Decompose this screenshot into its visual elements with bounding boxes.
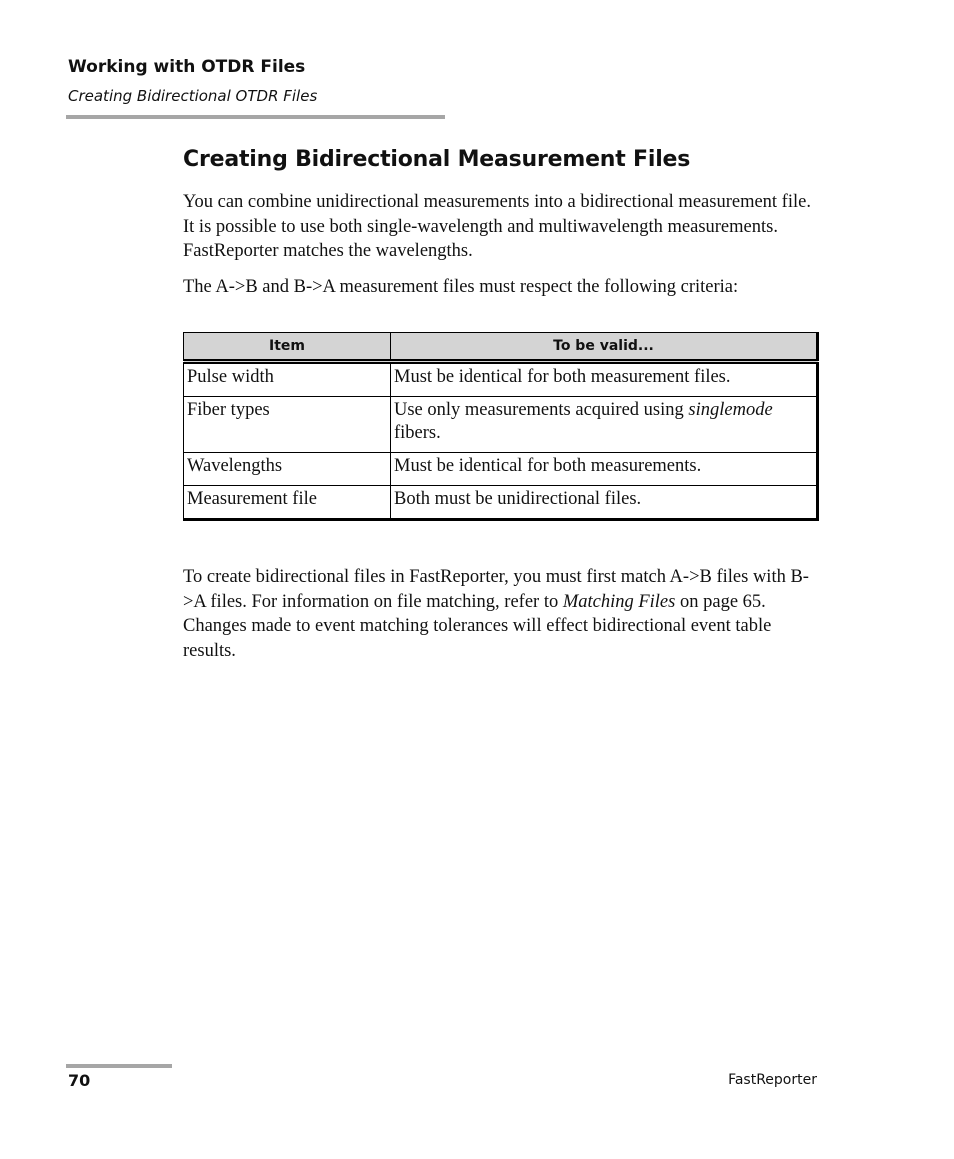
table-cell-item: Wavelengths [184,453,391,486]
closing-text-part2: on page 65. Changes made to event matching tolerances will effect bidirectional event table results. [183,591,772,661]
table-row [184,397,818,453]
footer-divider [66,1064,172,1068]
table-cell-item: Measurement file [184,486,391,520]
table-cell-rule: Must be identical for both measurements. [391,453,818,486]
page-number: 70 [68,1071,91,1090]
header-divider [66,115,445,119]
rule-text-suffix: fibers. [394,423,441,443]
table-header-row [184,333,818,362]
table-cell-item: Fiber types [184,397,391,453]
column-header-item: Item [184,333,391,362]
criteria-intro-paragraph: The A->B and B->A measurement files must respect the following criteria: [183,276,739,297]
column-header-valid: To be valid... [391,333,818,362]
page-heading: Creating Bidirectional Measurement Files [183,147,691,172]
running-header-section: Creating Bidirectional OTDR Files [68,87,318,105]
criteria-table [183,332,819,521]
main-content [183,144,823,674]
table-row [184,486,818,520]
table-cell-item: Pulse width [184,362,391,397]
running-header-chapter: Working with OTDR Files [68,57,306,77]
intro-paragraph: You can combine unidirectional measurements into a bidirectional measurement file. It is possible to use both single-wavelength and multiwavelength measurements. FastReporter matches the wavelengths. [183,192,811,261]
table-row [184,362,818,397]
table-cell-rule [391,397,818,453]
table-cell-rule: Must be identical for both measurement files. [391,362,818,397]
rule-text-emphasis: singlemode [688,400,773,420]
table-row [184,453,818,486]
table-cell-rule: Both must be unidirectional files. [391,486,818,520]
closing-text-part1: To create bidirectional files in FastReporter, you must first match A->B files with B->A files. For information on file matching, refer to [183,567,809,612]
rule-text-prefix: Use only measurements acquired using [394,400,689,420]
closing-paragraph [183,565,823,663]
footer-product-name: FastReporter [728,1072,817,1088]
cross-reference-link[interactable]: Matching Files [562,591,676,612]
